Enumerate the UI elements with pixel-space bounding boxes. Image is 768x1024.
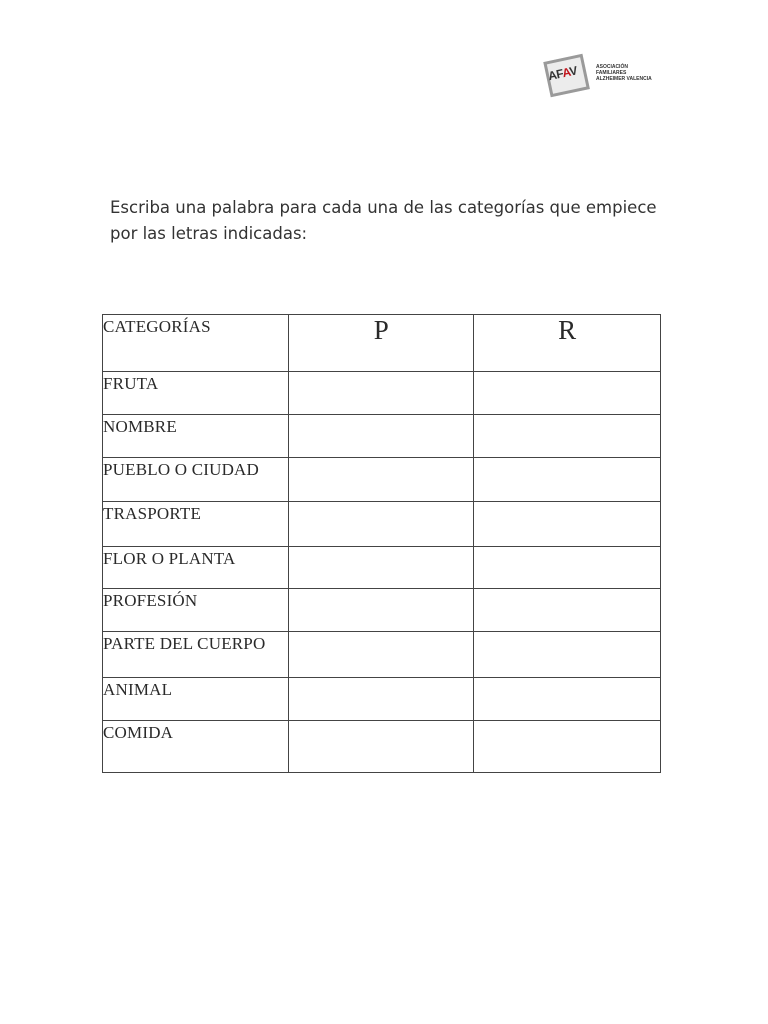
answer-cell-p[interactable] [289,589,474,632]
answer-cell-r[interactable] [474,678,661,721]
answer-cell-p[interactable] [289,458,474,502]
logo-mark [541,52,587,94]
row-label-flor-o-planta: FLOR O PLANTA [103,547,289,589]
answer-cell-p[interactable] [289,502,474,547]
answer-cell-r[interactable] [474,632,661,678]
table-row [103,458,661,502]
answer-cell-p[interactable] [289,721,474,773]
table-row [103,632,661,678]
row-label-fruta: FRUTA [103,372,289,415]
answer-cell-r[interactable] [474,458,661,502]
answer-cell-r[interactable] [474,502,661,547]
answer-cell-p[interactable] [289,678,474,721]
table-row [103,547,661,589]
row-label-profesion: PROFESIÓN [103,589,289,632]
categories-table [102,314,661,773]
logo-initials: AFAV [546,63,579,84]
table-row [103,372,661,415]
table-row [103,678,661,721]
header-letter-r: R [474,315,661,372]
header-letter-p: P [289,315,474,372]
table-header-row [103,315,661,372]
table-row [103,721,661,773]
answer-cell-r[interactable] [474,415,661,458]
row-label-animal: ANIMAL [103,678,289,721]
table-row [103,502,661,547]
answer-cell-p[interactable] [289,547,474,589]
answer-cell-r[interactable] [474,589,661,632]
logo [544,56,656,90]
answer-cell-p[interactable] [289,372,474,415]
answer-cell-p[interactable] [289,415,474,458]
row-label-comida: COMIDA [103,721,289,773]
header-categories: CATEGORÍAS [103,315,289,372]
row-label-pueblo-o-ciudad: PUEBLO O CIUDAD [103,458,289,502]
logo-organization-name: ASOCIACIÓN FAMILIARES ALZHEIMER VALENCIA [596,64,652,82]
answer-cell-r[interactable] [474,372,661,415]
table-row [103,415,661,458]
row-label-parte-del-cuerpo: PARTE DEL CUERPO [103,632,289,678]
instructions-text: Escriba una palabra para cada una de las categorías que empiece por las letras indicadas: [110,198,657,243]
answer-cell-r[interactable] [474,547,661,589]
row-label-nombre: NOMBRE [103,415,289,458]
table-row [103,589,661,632]
answer-cell-r[interactable] [474,721,661,773]
row-label-trasporte: TRASPORTE [103,502,289,547]
answer-cell-p[interactable] [289,632,474,678]
